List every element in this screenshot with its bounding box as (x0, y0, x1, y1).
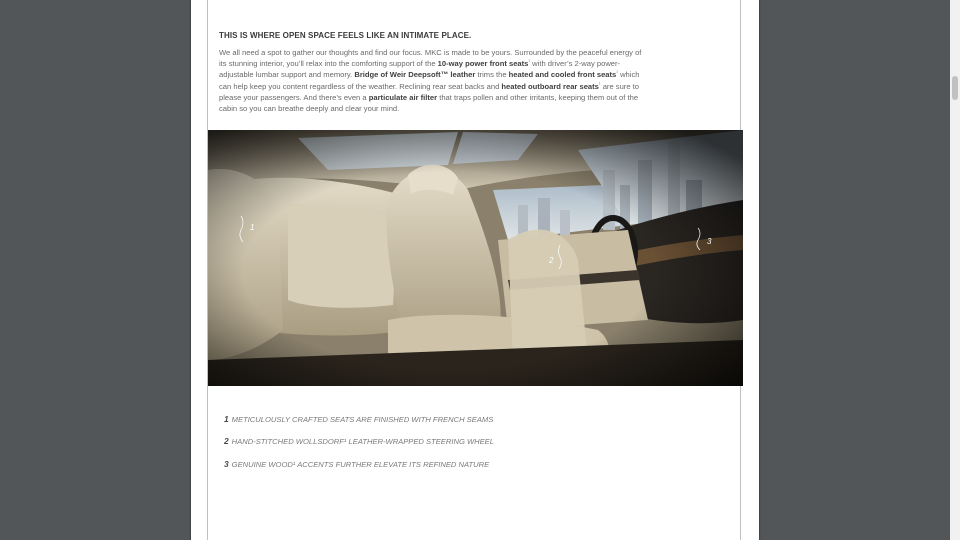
callout-1: 1 (250, 223, 255, 232)
document-page (191, 0, 759, 540)
paragraph-run: that traps pollen and other irritants, keeping them out of the cabin so you can breathe deeply and clear your mind. (219, 92, 639, 114)
caption-number: 3 (224, 458, 229, 469)
callout-3: 3 (707, 237, 712, 246)
emphasis-text: heated and cooled front seats (508, 70, 617, 80)
footnote-marker: ¹ (598, 81, 601, 88)
caption-item (224, 414, 624, 436)
emphasis-text: particulate air filter (368, 92, 438, 102)
caption-number: 1 (224, 414, 229, 424)
footnote-marker: ¹ (528, 58, 531, 65)
paragraph-run: trims the (475, 70, 509, 80)
caption-list (224, 414, 624, 481)
scroll-thumb[interactable] (952, 76, 958, 100)
caption-text: HAND-STITCHED WOLLSDORF¹ LEATHER-WRAPPED STEERING WHEEL (231, 437, 494, 447)
paragraph-run: We all need a spot to gather our thoughts and find our focus. MKC is made to be yours. Surrounded by the peaceful energy of its stunning interior, you’ll relax into the comforting support of the (219, 48, 642, 69)
paragraph-run: are sure to please your passengers. And there’s even a (219, 81, 639, 102)
caption-item (224, 436, 624, 458)
paragraph-run: with driver’s 2-way power-adjustable lumbar support and memory. (219, 59, 621, 80)
section-heading: THIS IS WHERE OPEN SPACE FEELS LIKE AN INTIMATE PLACE. (219, 31, 472, 40)
body-paragraph (219, 47, 647, 114)
caption-text: GENUINE WOOD¹ ACCENTS FURTHER ELEVATE ITS REFINED NATURE (231, 459, 490, 469)
emphasis-text: 10-way power front seats (437, 59, 529, 69)
caption-item (224, 459, 624, 481)
emphasis-text: heated outboard rear seats (501, 81, 599, 91)
caption-text: METICULOUSLY CRAFTED SEATS ARE FINISHED WITH FRENCH SEAMS (231, 415, 494, 424)
emphasis-text: Bridge of Weir Deepsoft™ leather (354, 70, 476, 80)
car-interior-photo (208, 130, 743, 386)
caption-number: 2 (224, 436, 229, 447)
footnote-marker: ¹ (616, 69, 618, 76)
paragraph-run: which can help keep you content regardless of the weather. Reclining rear seat backs and (219, 70, 640, 91)
vertical-scrollbar[interactable] (950, 0, 960, 540)
callout-2: 2 (549, 256, 554, 265)
